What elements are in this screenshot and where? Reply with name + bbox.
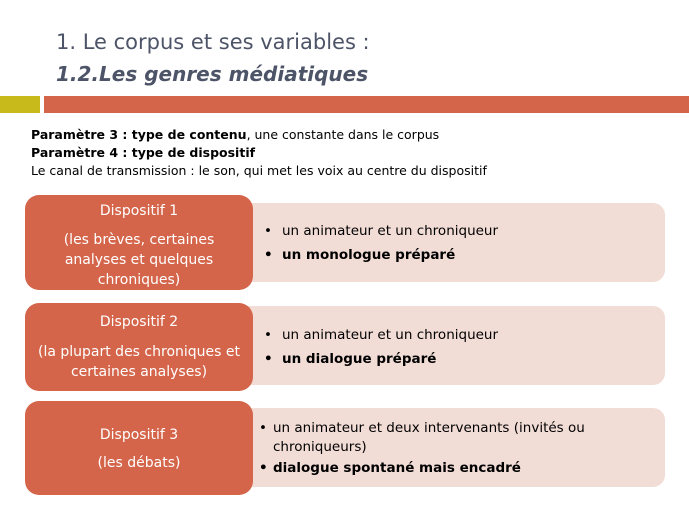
dispositif-2-bullet-2: • un dialogue préparé [264, 349, 498, 369]
dispositif-2-title: Dispositif 2 [99, 314, 179, 330]
dispositif-1-bullet-1: • un animateur et un chroniqueur [264, 221, 498, 241]
parametre-3-rest: , une constante dans le corpus [246, 127, 440, 142]
dispositif-3-box [25, 401, 253, 495]
intro-text [31, 126, 487, 180]
canal-transmission: Le canal de transmission : le son, qui met les voix au centre du dispositif [31, 163, 487, 178]
dispositif-1-title: Dispositif 1 [99, 203, 179, 219]
dispositif-1-bullets [264, 221, 498, 265]
dispositif-2-bullets [264, 325, 498, 369]
dispositif-3-bullets [259, 419, 659, 478]
parametre-3-label: Paramètre 3 : type de contenu [31, 127, 247, 142]
dispositif-2-bullet-1: • un animateur et un chroniqueur [264, 325, 498, 345]
dispositif-1-box [25, 195, 253, 290]
parametre-4-label: Paramètre 4 : type de dispositif [31, 145, 256, 160]
dispositif-1-bullet-2: • un monologue préparé [264, 245, 498, 265]
parametre-3 [31, 126, 487, 144]
accent-bar-yellow [0, 96, 40, 113]
dispositif-3-desc: (les débats) [97, 455, 181, 471]
dispositif-2-box [25, 303, 253, 391]
accent-bar-orange [44, 96, 689, 113]
dispositif-3-bullet-2: • dialogue spontané mais encadré [259, 459, 659, 478]
slide-subtitle: 1.2.Les genres médiatiques [56, 62, 369, 86]
parametre-4 [31, 144, 487, 162]
dispositif-2-desc: (la plupart des chroniques et certaines analyses) [37, 344, 240, 380]
dispositif-3-bullet-1: • un animateur et deux intervenants (invités ou chroniqueurs) [259, 419, 659, 457]
dispositif-1-desc: (les brèves, certaines analyses et quelques chroniques) [63, 232, 215, 288]
slide-title: 1. Le corpus et ses variables : [56, 30, 370, 54]
dispositif-3-title: Dispositif 3 [99, 427, 179, 443]
